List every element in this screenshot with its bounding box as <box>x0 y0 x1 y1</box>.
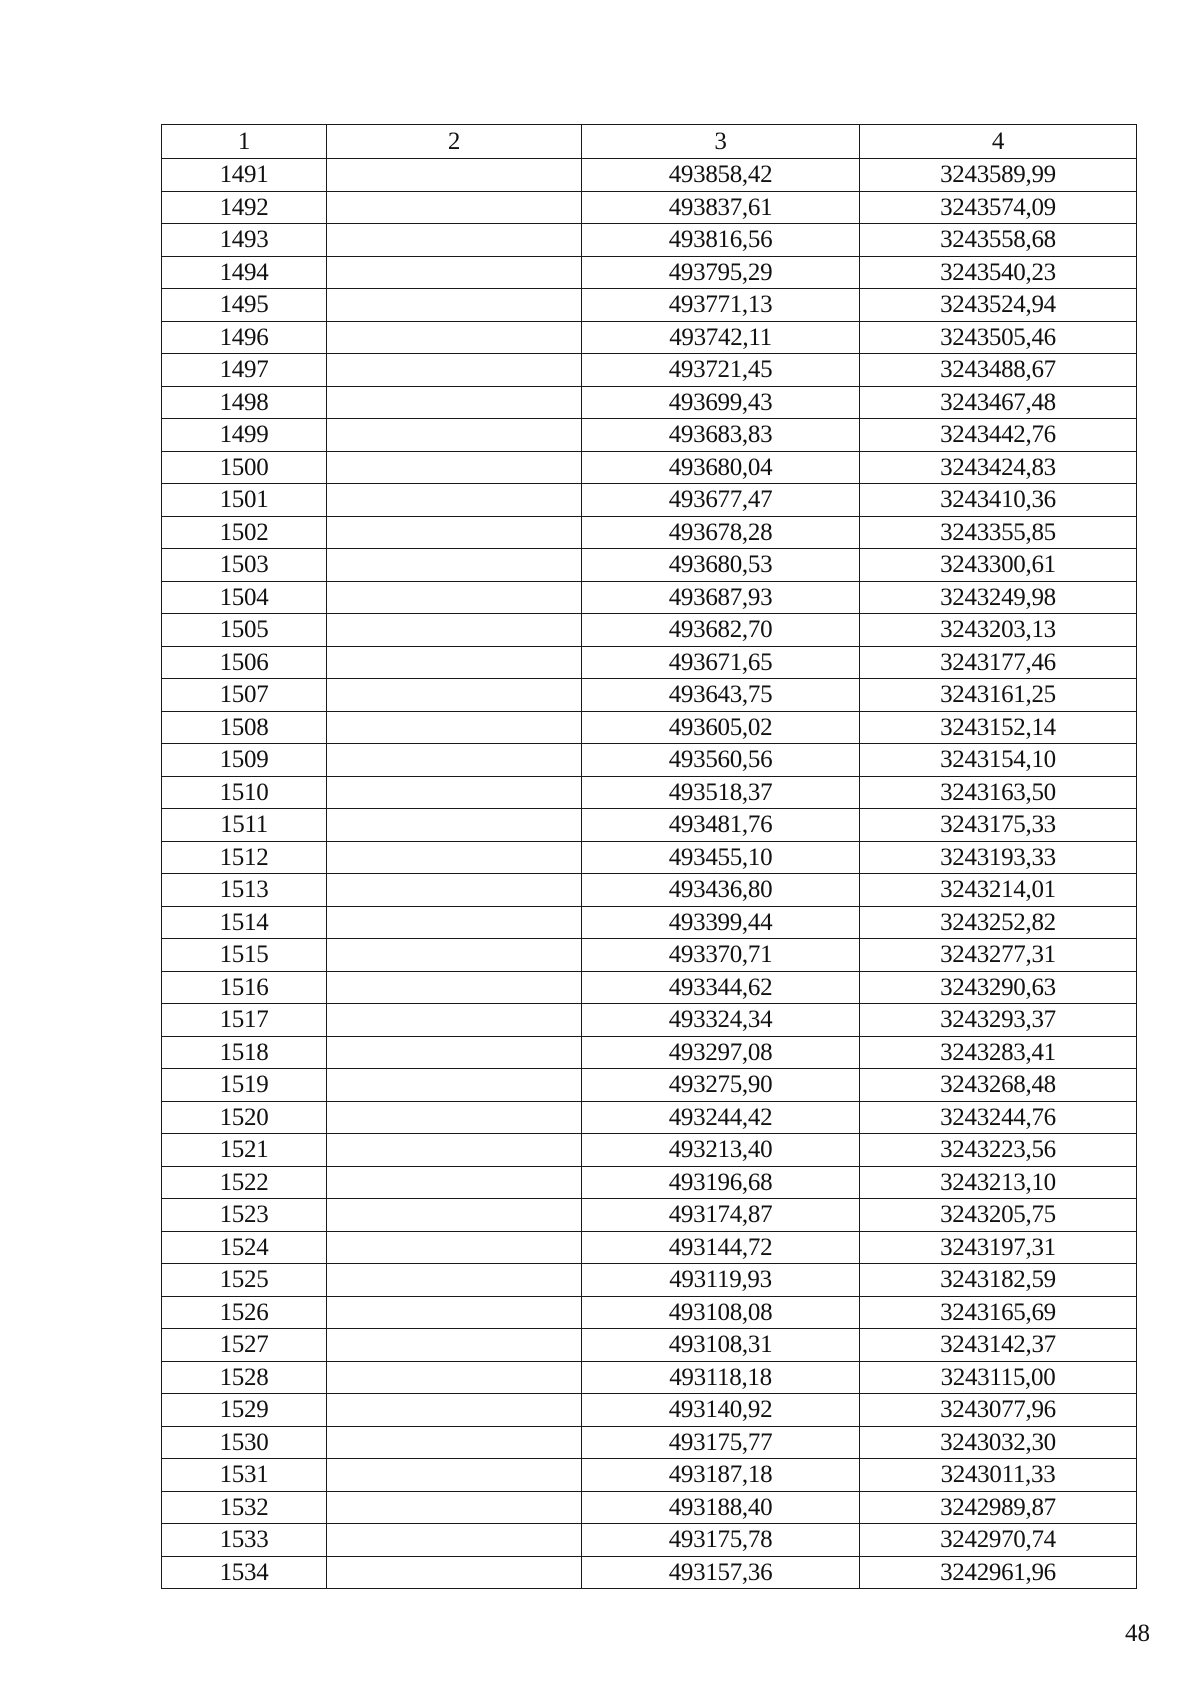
point-number-cell: 1501 <box>162 484 327 517</box>
table-row <box>162 1166 1137 1199</box>
column-2-cell <box>327 1036 582 1069</box>
point-number-cell: 1518 <box>162 1036 327 1069</box>
column-3-cell: 493682,70 <box>582 614 860 647</box>
column-4-cell: 3243524,94 <box>860 289 1137 322</box>
column-3-cell: 493297,08 <box>582 1036 860 1069</box>
column-4-cell: 3243203,13 <box>860 614 1137 647</box>
point-number-cell: 1508 <box>162 711 327 744</box>
column-2-cell <box>327 1101 582 1134</box>
column-4-cell: 3243268,48 <box>860 1069 1137 1102</box>
column-4-cell: 3243163,50 <box>860 776 1137 809</box>
table-row <box>162 679 1137 712</box>
column-4-cell: 3243488,67 <box>860 354 1137 387</box>
point-number-cell: 1498 <box>162 386 327 419</box>
table-row <box>162 646 1137 679</box>
column-3-cell: 493683,83 <box>582 419 860 452</box>
column-2-cell <box>327 1004 582 1037</box>
point-number-cell: 1527 <box>162 1329 327 1362</box>
column-2-cell <box>327 874 582 907</box>
column-2-cell <box>327 1264 582 1297</box>
table-row <box>162 419 1137 452</box>
column-3-cell: 493108,31 <box>582 1329 860 1362</box>
column-4-cell: 3243252,82 <box>860 906 1137 939</box>
column-2-cell <box>327 1166 582 1199</box>
column-4-cell: 3243223,56 <box>860 1134 1137 1167</box>
column-3-cell: 493324,34 <box>582 1004 860 1037</box>
column-4-cell: 3243213,10 <box>860 1166 1137 1199</box>
column-3-cell: 493837,61 <box>582 191 860 224</box>
point-number-cell: 1514 <box>162 906 327 939</box>
column-2-cell <box>327 1199 582 1232</box>
column-3-cell: 493455,10 <box>582 841 860 874</box>
column-2-cell <box>327 971 582 1004</box>
point-number-cell: 1494 <box>162 256 327 289</box>
column-2-cell <box>327 581 582 614</box>
column-3-cell: 493795,29 <box>582 256 860 289</box>
column-3-cell: 493643,75 <box>582 679 860 712</box>
column-2-cell <box>327 1361 582 1394</box>
column-4-cell: 3243540,23 <box>860 256 1137 289</box>
table-row <box>162 191 1137 224</box>
column-header-4: 4 <box>860 125 1137 159</box>
point-number-cell: 1529 <box>162 1394 327 1427</box>
column-3-cell: 493188,40 <box>582 1491 860 1524</box>
table-row <box>162 1459 1137 1492</box>
table-row <box>162 874 1137 907</box>
point-number-cell: 1516 <box>162 971 327 1004</box>
column-3-cell: 493687,93 <box>582 581 860 614</box>
column-4-cell: 3243355,85 <box>860 516 1137 549</box>
column-3-cell: 493605,02 <box>582 711 860 744</box>
column-3-cell: 493157,36 <box>582 1556 860 1589</box>
column-2-cell <box>327 1491 582 1524</box>
column-4-cell: 3242961,96 <box>860 1556 1137 1589</box>
column-3-cell: 493144,72 <box>582 1231 860 1264</box>
column-2-cell <box>327 354 582 387</box>
column-4-cell: 3243505,46 <box>860 321 1137 354</box>
table-row <box>162 289 1137 322</box>
table-row <box>162 224 1137 257</box>
column-2-cell <box>327 159 582 192</box>
table-row <box>162 809 1137 842</box>
point-number-cell: 1492 <box>162 191 327 224</box>
column-4-cell: 3243152,14 <box>860 711 1137 744</box>
table-row <box>162 1264 1137 1297</box>
table-row <box>162 1296 1137 1329</box>
column-3-cell: 493196,68 <box>582 1166 860 1199</box>
column-4-cell: 3243277,31 <box>860 939 1137 972</box>
column-4-cell: 3243011,33 <box>860 1459 1137 1492</box>
column-3-cell: 493436,80 <box>582 874 860 907</box>
column-2-cell <box>327 549 582 582</box>
column-4-cell: 3243142,37 <box>860 1329 1137 1362</box>
table-row <box>162 1361 1137 1394</box>
point-number-cell: 1521 <box>162 1134 327 1167</box>
point-number-cell: 1491 <box>162 159 327 192</box>
point-number-cell: 1511 <box>162 809 327 842</box>
column-3-cell: 493119,93 <box>582 1264 860 1297</box>
column-4-cell: 3243283,41 <box>860 1036 1137 1069</box>
table-row <box>162 256 1137 289</box>
column-3-cell: 493370,71 <box>582 939 860 972</box>
column-3-cell: 493858,42 <box>582 159 860 192</box>
column-2-cell <box>327 1134 582 1167</box>
column-3-cell: 493244,42 <box>582 1101 860 1134</box>
table-row <box>162 711 1137 744</box>
column-2-cell <box>327 906 582 939</box>
column-2-cell <box>327 1524 582 1557</box>
point-number-cell: 1522 <box>162 1166 327 1199</box>
table-row <box>162 1134 1137 1167</box>
column-3-cell: 493481,76 <box>582 809 860 842</box>
column-header-2: 2 <box>327 125 582 159</box>
column-3-cell: 493560,56 <box>582 744 860 777</box>
table-row <box>162 1329 1137 1362</box>
point-number-cell: 1502 <box>162 516 327 549</box>
point-number-cell: 1512 <box>162 841 327 874</box>
column-4-cell: 3242970,74 <box>860 1524 1137 1557</box>
column-4-cell: 3243165,69 <box>860 1296 1137 1329</box>
point-number-cell: 1533 <box>162 1524 327 1557</box>
column-3-cell: 493677,47 <box>582 484 860 517</box>
column-header-3: 3 <box>582 125 860 159</box>
column-4-cell: 3243161,25 <box>860 679 1137 712</box>
column-3-cell: 493678,28 <box>582 516 860 549</box>
column-2-cell <box>327 321 582 354</box>
column-4-cell: 3243214,01 <box>860 874 1137 907</box>
table-row <box>162 1101 1137 1134</box>
column-2-cell <box>327 646 582 679</box>
column-4-cell: 3243197,31 <box>860 1231 1137 1264</box>
point-number-cell: 1524 <box>162 1231 327 1264</box>
column-4-cell: 3243410,36 <box>860 484 1137 517</box>
table-row <box>162 321 1137 354</box>
table-row <box>162 1004 1137 1037</box>
point-number-cell: 1503 <box>162 549 327 582</box>
point-number-cell: 1528 <box>162 1361 327 1394</box>
column-2-cell <box>327 484 582 517</box>
column-2-cell <box>327 679 582 712</box>
column-2-cell <box>327 256 582 289</box>
table-row <box>162 451 1137 484</box>
column-3-cell: 493213,40 <box>582 1134 860 1167</box>
point-number-cell: 1510 <box>162 776 327 809</box>
point-number-cell: 1507 <box>162 679 327 712</box>
column-3-cell: 493518,37 <box>582 776 860 809</box>
column-4-cell: 3243442,76 <box>860 419 1137 452</box>
column-2-cell <box>327 289 582 322</box>
column-4-cell: 3243205,75 <box>860 1199 1137 1232</box>
point-number-cell: 1509 <box>162 744 327 777</box>
table-row <box>162 1069 1137 1102</box>
page-number: 48 <box>1125 1620 1150 1647</box>
column-4-cell: 3243293,37 <box>860 1004 1137 1037</box>
column-3-cell: 493140,92 <box>582 1394 860 1427</box>
table-row <box>162 581 1137 614</box>
column-2-cell <box>327 386 582 419</box>
point-number-cell: 1497 <box>162 354 327 387</box>
table-row <box>162 354 1137 387</box>
column-4-cell: 3243177,46 <box>860 646 1137 679</box>
point-number-cell: 1506 <box>162 646 327 679</box>
column-3-cell: 493816,56 <box>582 224 860 257</box>
table-row <box>162 906 1137 939</box>
column-2-cell <box>327 1426 582 1459</box>
column-2-cell <box>327 809 582 842</box>
column-3-cell: 493721,45 <box>582 354 860 387</box>
column-2-cell <box>327 419 582 452</box>
column-header-1: 1 <box>162 125 327 159</box>
column-3-cell: 493671,65 <box>582 646 860 679</box>
point-number-cell: 1504 <box>162 581 327 614</box>
table-row <box>162 1556 1137 1589</box>
column-3-cell: 493771,13 <box>582 289 860 322</box>
point-number-cell: 1525 <box>162 1264 327 1297</box>
table-row <box>162 1036 1137 1069</box>
column-2-cell <box>327 1394 582 1427</box>
column-4-cell: 3243467,48 <box>860 386 1137 419</box>
table-row <box>162 1394 1137 1427</box>
point-number-cell: 1517 <box>162 1004 327 1037</box>
column-4-cell: 3243032,30 <box>860 1426 1137 1459</box>
column-3-cell: 493175,77 <box>582 1426 860 1459</box>
column-3-cell: 493344,62 <box>582 971 860 1004</box>
table-row <box>162 971 1137 1004</box>
table-row <box>162 1426 1137 1459</box>
column-3-cell: 493108,08 <box>582 1296 860 1329</box>
column-3-cell: 493175,78 <box>582 1524 860 1557</box>
point-number-cell: 1495 <box>162 289 327 322</box>
column-4-cell: 3243244,76 <box>860 1101 1137 1134</box>
coordinates-table-body <box>162 125 1137 1589</box>
column-4-cell: 3243574,09 <box>860 191 1137 224</box>
table-row <box>162 1231 1137 1264</box>
column-4-cell: 3243290,63 <box>860 971 1137 1004</box>
column-2-cell <box>327 939 582 972</box>
point-number-cell: 1532 <box>162 1491 327 1524</box>
column-2-cell <box>327 224 582 257</box>
column-2-cell <box>327 1556 582 1589</box>
column-2-cell <box>327 614 582 647</box>
column-2-cell <box>327 1329 582 1362</box>
column-2-cell <box>327 1069 582 1102</box>
point-number-cell: 1505 <box>162 614 327 647</box>
point-number-cell: 1526 <box>162 1296 327 1329</box>
column-4-cell: 3243154,10 <box>860 744 1137 777</box>
point-number-cell: 1499 <box>162 419 327 452</box>
point-number-cell: 1520 <box>162 1101 327 1134</box>
point-number-cell: 1534 <box>162 1556 327 1589</box>
column-2-cell <box>327 451 582 484</box>
column-3-cell: 493174,87 <box>582 1199 860 1232</box>
table-row <box>162 939 1137 972</box>
point-number-cell: 1496 <box>162 321 327 354</box>
table-row <box>162 614 1137 647</box>
table-row <box>162 776 1137 809</box>
column-4-cell: 3243589,99 <box>860 159 1137 192</box>
point-number-cell: 1515 <box>162 939 327 972</box>
column-2-cell <box>327 841 582 874</box>
table-row <box>162 1524 1137 1557</box>
point-number-cell: 1493 <box>162 224 327 257</box>
column-2-cell <box>327 1231 582 1264</box>
point-number-cell: 1513 <box>162 874 327 907</box>
column-3-cell: 493742,11 <box>582 321 860 354</box>
column-2-cell <box>327 191 582 224</box>
point-number-cell: 1523 <box>162 1199 327 1232</box>
column-3-cell: 493118,18 <box>582 1361 860 1394</box>
table-row <box>162 841 1137 874</box>
column-4-cell: 3243193,33 <box>860 841 1137 874</box>
column-4-cell: 3243175,33 <box>860 809 1137 842</box>
column-4-cell: 3243115,00 <box>860 1361 1137 1394</box>
column-2-cell <box>327 1459 582 1492</box>
column-4-cell: 3243182,59 <box>860 1264 1137 1297</box>
column-4-cell: 3243300,61 <box>860 549 1137 582</box>
column-3-cell: 493275,90 <box>582 1069 860 1102</box>
table-row <box>162 159 1137 192</box>
column-4-cell: 3242989,87 <box>860 1491 1137 1524</box>
column-3-cell: 493399,44 <box>582 906 860 939</box>
table-row <box>162 386 1137 419</box>
column-3-cell: 493187,18 <box>582 1459 860 1492</box>
table-row <box>162 744 1137 777</box>
point-number-cell: 1519 <box>162 1069 327 1102</box>
point-number-cell: 1500 <box>162 451 327 484</box>
table-row <box>162 1491 1137 1524</box>
column-2-cell <box>327 516 582 549</box>
column-2-cell <box>327 711 582 744</box>
point-number-cell: 1530 <box>162 1426 327 1459</box>
point-number-cell: 1531 <box>162 1459 327 1492</box>
column-4-cell: 3243077,96 <box>860 1394 1137 1427</box>
table-row <box>162 484 1137 517</box>
table-row <box>162 549 1137 582</box>
column-3-cell: 493699,43 <box>582 386 860 419</box>
column-3-cell: 493680,04 <box>582 451 860 484</box>
coordinates-table <box>161 124 1137 1589</box>
column-2-cell <box>327 744 582 777</box>
column-4-cell: 3243249,98 <box>860 581 1137 614</box>
column-3-cell: 493680,53 <box>582 549 860 582</box>
column-2-cell <box>327 776 582 809</box>
column-4-cell: 3243424,83 <box>860 451 1137 484</box>
table-row <box>162 516 1137 549</box>
column-4-cell: 3243558,68 <box>860 224 1137 257</box>
table-header-row <box>162 125 1137 159</box>
table-row <box>162 1199 1137 1232</box>
column-2-cell <box>327 1296 582 1329</box>
